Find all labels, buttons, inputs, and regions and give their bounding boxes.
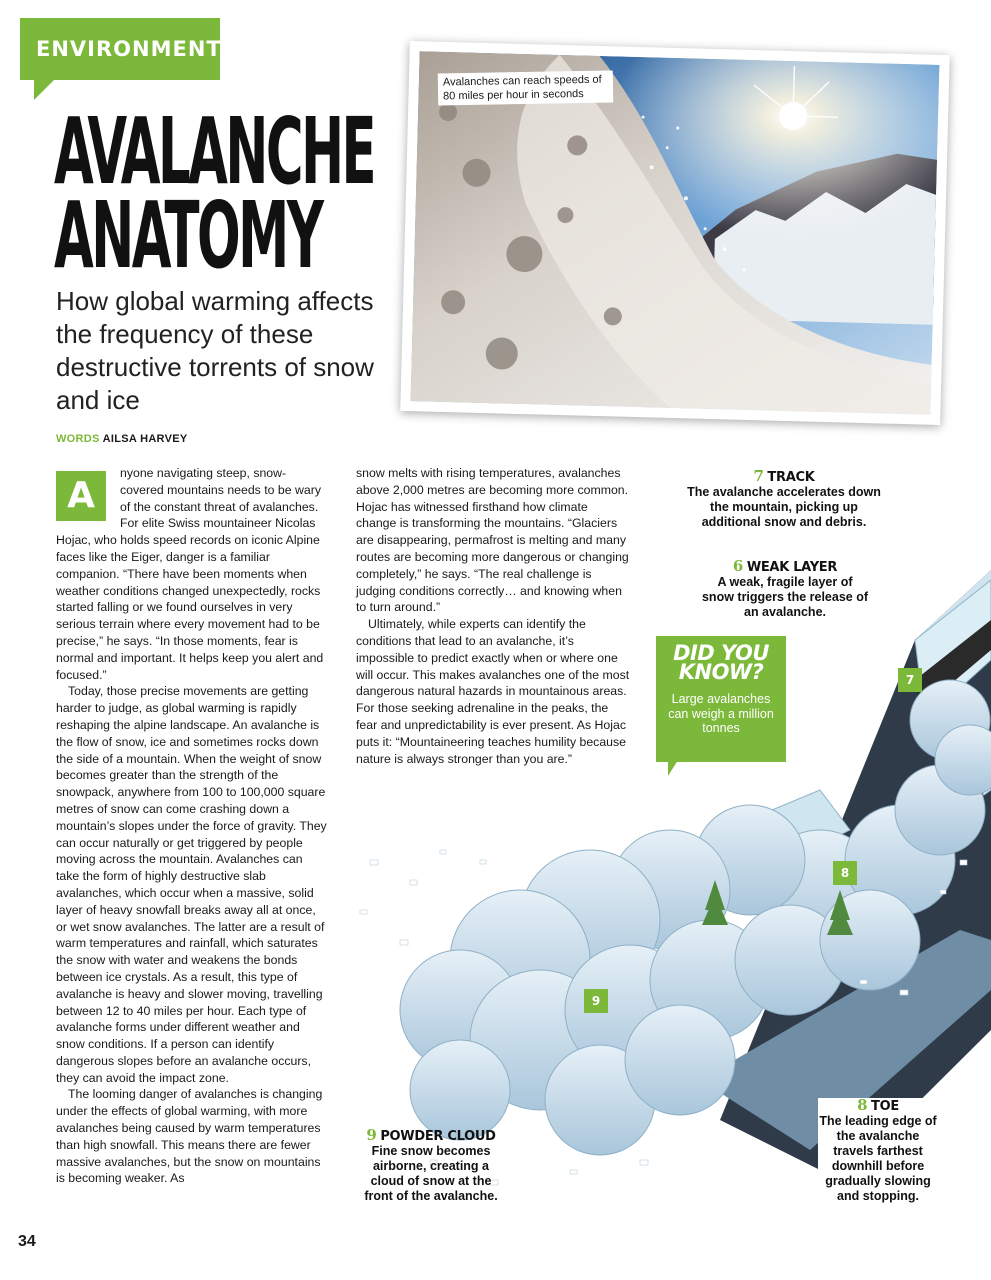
standfirst: How global warming affects the frequency of these destructive torrents of snow and ice	[56, 286, 374, 415]
label-powder-cloud	[356, 1128, 506, 1204]
label-track-title: TRACK	[767, 470, 815, 485]
label-powder-cloud-text: Fine snow becomes airborne, creating a cloud of snow at the front of the avalanche.	[364, 1144, 498, 1203]
page-number: 34	[18, 1233, 36, 1250]
byline	[56, 433, 188, 445]
label-weak-layer-title: WEAK LAYER	[746, 560, 838, 575]
section-tag	[20, 18, 220, 80]
did-you-know-text: Large avalanches can weigh a million tonnes	[668, 692, 774, 735]
drop-cap: A	[56, 471, 106, 521]
marker-7: 7	[898, 668, 922, 692]
headline-line-2: ANATOMY	[54, 182, 322, 289]
section-tag-tail	[34, 78, 56, 100]
label-track-number: 7	[753, 467, 764, 485]
body-paragraph: Ultimately, while experts can identify the conditions that lead to an avalanche, it’s impossible to predict exactly when or where one will occur. This makes avalanches one of the most dangerous natural hazards in mountainous areas. For those seeking adrenaline in the peaks, the fear and unpredictability is ever present. As Hojac puts it: “Mountaineering teaches humility because nature is always stronger than you are.”	[356, 617, 630, 766]
did-you-know-title-line-2: KNOW?	[678, 660, 764, 684]
byline-author: AILSA HARVEY	[102, 433, 188, 445]
body-paragraph: nyone navigating steep, snow-covered mountains needs to be wary of the constant threat of avalanches. For elite Swiss mountaineer Nicolas Hojac, who holds speed records on iconic Alpine faces like the Eiger, danger is a familiar companion. “There have been moments when weather conditions changed unexpectedly, rocks started falling or we found ourselves in very serious terrain where every movement had to be precise,” he says. “In those moments, fear is normal and important. It helps keep you alert and focused.”	[56, 466, 324, 682]
body-paragraph: Today, those precise movements are getting harder to judge, as global warming is rapidly reshaping the alpine landscape. An avalanche is the flow of snow, ice and sometimes rocks down the side of a mountain. When the weight of snow becomes greater than the strength of the snowpack, anywhere from 100 to 100,000 square metres of snow can come crashing down a mountain’s slopes under the force of gravity. They can occur naturally or get triggered by people moving across the mountain. Avalanches can take the form of highly destructive slab avalanches, which occur when a massive, solid layer of heavy snowfall breaks away all at once, or wet snow avalanches. The latter are a result of warm temperatures and rainfall, which saturates the snow with water and weakens the bonds between ice crystals. As a result, this type of avalanche is heavy and slower moving, travelling between 12 to 40 miles per hour. Each type of avalanche forms under different weather and snow conditions. If a person can identify dangerous slopes before an avalanche occurs, they can avoid the impact zone.	[56, 684, 327, 1085]
label-weak-layer-text: A weak, fragile layer of snow triggers the release of an avalanche.	[701, 575, 869, 619]
headline	[54, 98, 375, 289]
byline-prefix: WORDS	[56, 433, 100, 445]
label-powder-cloud-title: POWDER CLOUD	[380, 1129, 496, 1144]
did-you-know-tail	[668, 760, 678, 776]
body-column-1	[56, 465, 328, 1187]
label-toe-number: 8	[857, 1096, 868, 1114]
photo-caption: Avalanches can reach speeds of 80 miles per hour in seconds	[438, 70, 614, 105]
did-you-know-title-line-1: DID YOU	[673, 641, 769, 665]
label-track	[684, 469, 884, 530]
section-label: ENVIRONMENT	[36, 37, 222, 61]
label-toe-text: The leading edge of the avalanche travels farthest downhill before gradually slowing and stopping.	[819, 1114, 937, 1203]
label-track-text: The avalanche accelerates down the mountain, picking up additional snow and debris.	[687, 485, 881, 529]
label-toe-title: TOE	[871, 1099, 899, 1114]
body-paragraph: snow melts with rising temperatures, avalanches above 2,000 metres are becoming more common. Hojac has witnessed firsthand how climate change is transforming the mountains. “Glaciers are disappearing, permafrost is melting and many routes are becoming more dangerous or changing completely,” he says. “The real challenge is judging conditions correctly… and knowing when to turn around.”	[356, 466, 629, 615]
avalanche-photo-image	[411, 51, 940, 414]
did-you-know-title	[656, 641, 786, 684]
body-paragraph: The looming danger of avalanches is changing under the effects of global warming, with more avalanches being caused by warm temperatures than high snowfall. This means there are fewer massive avalanches, but the snow on mountains is becoming weaker. As	[56, 1087, 323, 1186]
headline-line-1: AVALANCHE	[54, 98, 375, 205]
did-you-know-box	[656, 636, 786, 762]
label-powder-cloud-number: 9	[366, 1126, 377, 1144]
label-weak-layer	[700, 559, 870, 620]
marker-8: 8	[833, 861, 857, 885]
label-weak-layer-number: 6	[732, 557, 744, 575]
label-toe	[818, 1098, 938, 1204]
marker-9: 9	[584, 989, 608, 1013]
